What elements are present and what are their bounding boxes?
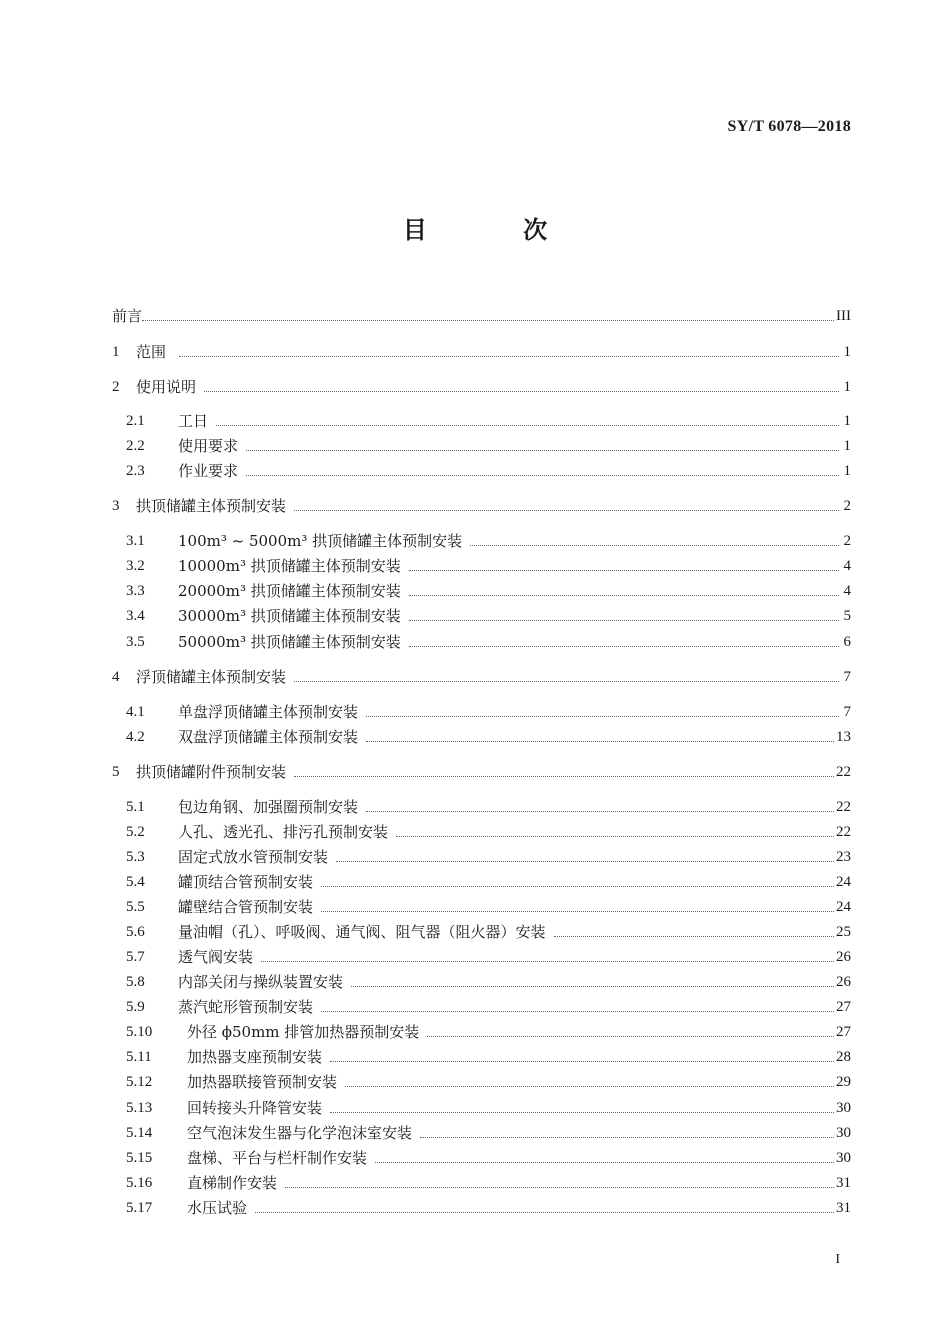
toc-entry-number: 4.2 <box>126 729 145 745</box>
toc-entry[interactable] <box>112 375 851 397</box>
toc-entry-title: 作业要求 <box>178 462 239 480</box>
toc-entry-page: 5 <box>843 608 851 624</box>
page-title: 目 次 <box>402 216 592 244</box>
toc-entry-page: 24 <box>836 874 851 890</box>
toc-dot-leader <box>294 776 834 777</box>
toc-dot-leader <box>366 716 839 717</box>
toc-dot-leader <box>255 1212 834 1213</box>
toc-entry-page: 7 <box>843 704 851 720</box>
toc-entry-number: 5.9 <box>126 999 145 1015</box>
toc-entry-number: 5.15 <box>126 1150 153 1166</box>
toc-entry[interactable] <box>112 870 851 892</box>
toc-dot-leader <box>554 936 834 937</box>
toc-entry-title: 内部关闭与操纵装置安装 <box>178 973 344 991</box>
toc-entry-number: 1 <box>112 344 120 360</box>
toc-entry-number: 3.1 <box>126 533 145 549</box>
toc-entry-page: 23 <box>836 849 851 865</box>
toc-entry-title: 10000m³ 拱顶储罐主体预制安装 <box>178 557 401 575</box>
toc-entry[interactable] <box>112 630 851 652</box>
toc-entry-number: 5.7 <box>126 949 145 965</box>
toc-entry[interactable] <box>112 665 851 687</box>
toc-entry-title: 20000m³ 拱顶储罐主体预制安装 <box>178 582 401 600</box>
toc-entry-number: 5.6 <box>126 924 145 940</box>
toc-dot-leader <box>409 595 839 596</box>
toc-entry-title: 范围 <box>136 343 171 361</box>
toc-entry-page: 30 <box>836 1150 851 1166</box>
toc-entry-title: 单盘浮顶储罐主体预制安装 <box>178 703 359 721</box>
toc-entry-title: 工日 <box>178 412 209 430</box>
toc-entry-title: 包边角钢、加强圈预制安装 <box>178 798 359 816</box>
toc-dot-leader <box>336 861 834 862</box>
toc-entry-number: 2 <box>112 379 120 395</box>
toc-entry-number: 2.3 <box>126 463 145 479</box>
toc-entry-page: 4 <box>843 583 851 599</box>
toc-entry-title: 空气泡沫发生器与化学泡沫室安装 <box>187 1124 413 1142</box>
toc-entry[interactable] <box>112 795 851 817</box>
toc-dot-leader <box>204 391 839 392</box>
toc-dot-leader <box>294 681 839 682</box>
toc-dot-leader <box>427 1036 834 1037</box>
toc-entry[interactable] <box>112 725 851 747</box>
toc-entry-title: 双盘浮顶储罐主体预制安装 <box>178 728 359 746</box>
toc-dot-leader <box>294 510 839 511</box>
toc-dot-leader <box>246 450 839 451</box>
toc-entry[interactable] <box>112 434 851 456</box>
toc-entry-title: 拱顶储罐主体预制安装 <box>136 497 287 515</box>
toc-dot-leader <box>409 620 839 621</box>
toc-entry-title: 加热器支座预制安装 <box>187 1048 323 1066</box>
toc-entry-title: 直梯制作安装 <box>187 1174 278 1192</box>
toc-dot-leader <box>142 320 834 321</box>
toc-dot-leader <box>330 1112 834 1113</box>
toc-entry-page: 1 <box>843 463 851 479</box>
toc-entry-page: 22 <box>836 799 851 815</box>
toc-dot-leader <box>375 1162 834 1163</box>
toc-entry-page: 27 <box>836 999 851 1015</box>
table-of-contents <box>112 0 851 1344</box>
toc-entry-title: 罐壁结合管预制安装 <box>178 898 314 916</box>
toc-entry[interactable] <box>112 820 851 842</box>
toc-dot-leader <box>330 1061 834 1062</box>
toc-entry-page: 31 <box>836 1200 851 1216</box>
toc-entry[interactable] <box>112 760 851 782</box>
toc-entry-number: 5.4 <box>126 874 145 890</box>
page-number: I <box>835 1252 840 1267</box>
toc-entry-number: 4 <box>112 669 120 685</box>
toc-entry-number: 3.5 <box>126 634 145 650</box>
toc-entry-title: 人孔、透光孔、排污孔预制安装 <box>178 823 389 841</box>
toc-entry[interactable] <box>112 1196 851 1218</box>
toc-dot-leader <box>470 545 839 546</box>
toc-dot-leader <box>366 741 834 742</box>
toc-entry[interactable] <box>112 995 851 1017</box>
toc-entry-number: 5.11 <box>126 1049 152 1065</box>
toc-entry-title: 使用说明 <box>136 378 197 396</box>
toc-entry-page: 26 <box>836 974 851 990</box>
toc-entry[interactable] <box>112 459 851 481</box>
toc-entry[interactable] <box>112 970 851 992</box>
toc-entry[interactable] <box>112 529 851 551</box>
toc-entry-title: 使用要求 <box>178 437 239 455</box>
toc-entry-title: 水压试验 <box>187 1199 248 1217</box>
toc-dot-leader <box>409 570 839 571</box>
toc-entry-title: 外径 ϕ50mm 排管加热器预制安装 <box>187 1023 420 1041</box>
toc-entry-title: 加热器联接管预制安装 <box>187 1073 338 1091</box>
toc-entry-title: 拱顶储罐附件预制安装 <box>136 763 287 781</box>
toc-entry-page: 31 <box>836 1175 851 1191</box>
toc-entry-page: 13 <box>836 729 851 745</box>
standard-code: SY/T 6078—2018 <box>727 118 851 135</box>
toc-entry[interactable] <box>112 1146 851 1168</box>
toc-entry-number: 5.5 <box>126 899 145 915</box>
toc-entry-title: 蒸汽蛇形管预制安装 <box>178 998 314 1016</box>
toc-entry-number: 5.14 <box>126 1125 153 1141</box>
toc-entry[interactable] <box>112 579 851 601</box>
toc-entry-title: 前言 <box>112 307 143 325</box>
toc-entry-title: 30000m³ 拱顶储罐主体预制安装 <box>178 607 401 625</box>
toc-entry-page: 7 <box>843 669 851 685</box>
toc-entry-page: 2 <box>843 498 851 514</box>
toc-dot-leader <box>396 836 834 837</box>
toc-entry-title: 100m³ ~ 5000m³ 拱顶储罐主体预制安装 <box>178 532 463 550</box>
toc-entry-page: 25 <box>836 924 851 940</box>
toc-dot-leader <box>179 356 839 357</box>
toc-dot-leader <box>246 475 839 476</box>
toc-entry-number: 5.2 <box>126 824 145 840</box>
toc-entry-page: 1 <box>843 379 851 395</box>
toc-entry-page: 6 <box>843 634 851 650</box>
toc-entry[interactable] <box>112 554 851 576</box>
toc-entry-number: 5.12 <box>126 1074 153 1090</box>
toc-entry[interactable] <box>112 700 851 722</box>
toc-dot-leader <box>261 961 834 962</box>
toc-entry[interactable] <box>112 494 851 516</box>
toc-entry-page: 28 <box>836 1049 851 1065</box>
toc-entry-number: 5 <box>112 764 120 780</box>
toc-entry-number: 5.13 <box>126 1100 153 1116</box>
toc-entry-number: 5.8 <box>126 974 145 990</box>
toc-entry-number: 5.10 <box>126 1024 153 1040</box>
toc-entry-title: 浮顶储罐主体预制安装 <box>136 668 287 686</box>
toc-dot-leader <box>321 886 834 887</box>
toc-entry-title: 量油帽（孔）、呼吸阀、通气阀、阻气器（阻火器）安装 <box>178 923 546 941</box>
toc-entry-number: 3.2 <box>126 558 145 574</box>
toc-entry-title: 透气阀安装 <box>178 948 254 966</box>
toc-entry-number: 4.1 <box>126 704 145 720</box>
toc-entry[interactable] <box>112 340 851 362</box>
toc-entry-page: 1 <box>843 438 851 454</box>
toc-dot-leader <box>321 911 834 912</box>
toc-entry-number: 5.16 <box>126 1175 153 1191</box>
toc-entry-page: 24 <box>836 899 851 915</box>
toc-entry-title: 回转接头升降管安装 <box>187 1099 323 1117</box>
toc-entry-title: 固定式放水管预制安装 <box>178 848 329 866</box>
toc-entry-page: 30 <box>836 1100 851 1116</box>
toc-entry[interactable] <box>112 1096 851 1118</box>
toc-dot-leader <box>420 1137 834 1138</box>
toc-dot-leader <box>216 425 839 426</box>
toc-entry-number: 3.3 <box>126 583 145 599</box>
toc-entry-title: 50000m³ 拱顶储罐主体预制安装 <box>178 633 401 651</box>
toc-entry-number: 2.2 <box>126 438 145 454</box>
toc-entry-number: 3 <box>112 498 120 514</box>
toc-entry[interactable] <box>112 604 851 626</box>
toc-entry[interactable] <box>112 1020 851 1042</box>
toc-entry[interactable] <box>112 1070 851 1092</box>
toc-entry[interactable] <box>112 304 851 326</box>
toc-entry-number: 5.1 <box>126 799 145 815</box>
toc-entry-number: 5.3 <box>126 849 145 865</box>
toc-entry[interactable] <box>112 409 851 431</box>
toc-entry-page: 22 <box>836 824 851 840</box>
toc-dot-leader <box>351 986 834 987</box>
toc-dot-leader <box>366 811 834 812</box>
toc-entry-number: 2.1 <box>126 413 145 429</box>
toc-entry-page: 4 <box>843 558 851 574</box>
toc-entry[interactable] <box>112 895 851 917</box>
toc-entry-page: III <box>836 308 851 324</box>
toc-entry-title: 罐顶结合管预制安装 <box>178 873 314 891</box>
toc-entry-page: 1 <box>843 413 851 429</box>
toc-entry[interactable] <box>112 1171 851 1193</box>
toc-entry[interactable] <box>112 845 851 867</box>
toc-entry-number: 5.17 <box>126 1200 153 1216</box>
toc-entry[interactable] <box>112 1045 851 1067</box>
toc-entry-page: 29 <box>836 1074 851 1090</box>
toc-entry-number: 3.4 <box>126 608 145 624</box>
toc-entry-page: 27 <box>836 1024 851 1040</box>
toc-entry-page: 26 <box>836 949 851 965</box>
toc-entry[interactable] <box>112 945 851 967</box>
toc-entry-page: 1 <box>843 344 851 360</box>
toc-dot-leader <box>345 1086 834 1087</box>
toc-entry[interactable] <box>112 1121 851 1143</box>
toc-entry[interactable] <box>112 920 851 942</box>
toc-dot-leader <box>321 1011 834 1012</box>
toc-entry-page: 2 <box>843 533 851 549</box>
toc-entry-page: 22 <box>836 764 851 780</box>
toc-dot-leader <box>409 646 839 647</box>
toc-dot-leader <box>285 1187 834 1188</box>
toc-entry-page: 30 <box>836 1125 851 1141</box>
toc-entry-title: 盘梯、平台与栏杆制作安装 <box>187 1149 368 1167</box>
